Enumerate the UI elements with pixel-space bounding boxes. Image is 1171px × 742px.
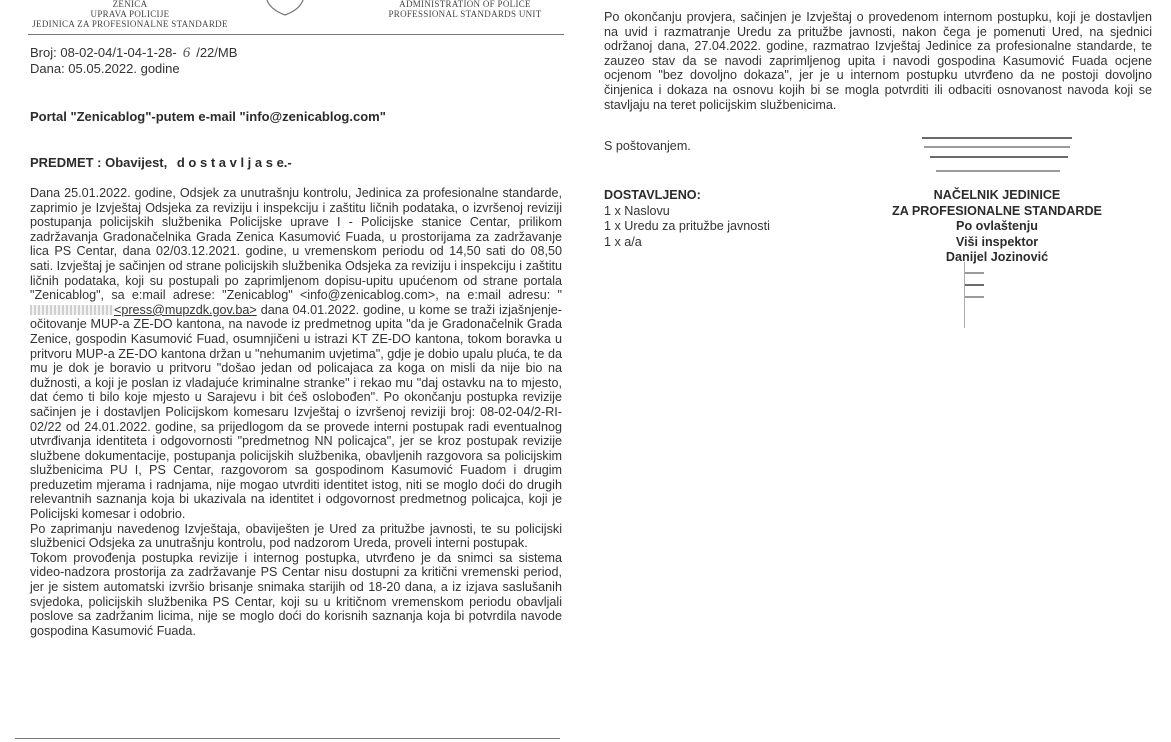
header-left-block [30,0,230,29]
document-number [30,45,330,61]
right-paragraph: Po okončanju provjera, sačinjen je Izvještaj o provedenom internom postupku, koji je dostavljen na uvid i razmatranje Uredu za pritužbe javnosti, nakon čega je pomenuti Ured, na sjednici održanoj dana, 27.04.2022. godine, razmatrao Izvještaj Jedinice za profesionalne standarde, te zauzeo stav da se navodi zaprimljenog upita i navodi gospodina Kasumović Fuada ocjene ocjenom "bez dovoljno dokaza", jer je u internom postupku utvrđeno da ne postoji dovoljno činjenica i dokaza na osnovu kojih bi se mogla potvrditi ili odbaciti osnovanost navoda koji se stavljaju na teret policijskim službenicima. [604,10,1152,112]
header-unit-bs: JEDINICA ZA PROFESIONALNE STANDARDE [32,19,228,29]
delivered-label: DOSTAVLJENO: [604,188,701,202]
paragraph-1 [30,186,562,522]
stamp-mark [964,272,984,274]
header-admin-en: ADMINISTRATION OF POLICE [399,0,531,9]
left-body [30,186,562,638]
paragraph-3: Tokom provođenja postupka revizije i internog postupka, utvrđeno je da snimci sa sistema video-nadzora prostorija za zadržavanje PS Centar nisu dostupni za kritični vremenski period, jer je sistem automatski izvršio brisanje snimaka starijih od 18-20 dana, a iz izjava saslušanih svjedoka, policijskih službenika PS Centar, koji su u kritičnom vremenskom periodu obavljali poslove sa zadržanim licima, nije se moglo doći do korisnih saznanja koja bi potvrdila navode gospodina Kasumović Fuada. [30,550,562,638]
header-admin-bs: UPRAVA POLICIJE [90,9,170,19]
subject-label: PREDMET : Obavijest, [30,155,168,170]
paragraph-2: Po zaprimanju navedenog Izvještaja, obaviješten je Ured za pritužbe javnosti, te su policijski službenici Odsjeka za unutrašnju kontrolu, pod nadzorom Ureda, proveli interni postupak. [30,521,562,551]
document-date: Dana: 05.05.2022. godine [30,61,180,76]
coat-of-arms [262,0,308,16]
header-city: ZENICA [112,0,148,9]
doc-number-prefix: Broj: 08-02-04/1-04-1-28- [30,45,177,60]
greeting: S poštovanjem. [604,139,691,153]
subject-text: d o s t a v l j a s e.- [176,155,292,170]
redacted-email [30,305,114,315]
delivered-block [604,188,864,250]
header-unit-en: PROFESSIONAL STANDARDS UNIT [388,9,542,19]
stamp-mark [930,156,1068,158]
stamp-mark [924,146,1070,148]
header-right-block [385,0,545,19]
press-email-link: <press@mupzdk.gov.ba> [114,302,257,317]
recipient-line: Portal "Zenicablog"-putem e-mail "info@zenicablog.com" [30,109,386,124]
stamp-mark [922,137,1072,139]
delivered-item: 1 x Uredu za pritužbe javnosti [604,219,770,234]
doc-number-handwritten: 6 [182,45,191,61]
header-divider [28,34,564,35]
stamp-mark [964,262,965,328]
signature-block [872,188,1122,266]
stamp-mark [964,296,984,298]
stamp-mark [936,170,1060,172]
paragraph-1-part-b: dana 04.01.2022. godine, u kome se traži izjašnjenje-očitovanje MUP-a ZE-DO kantona, na navode iz predmetnog upita "da je Gradonačelnik Grada Zenice, gospodin Kasumović Fuad, osumnjičeni u istrazi KT ZE-DO kantona, tokom boravka u pritvoru MUP-a ZE-DO kantona držan u "nehumanim uvjetima", gdje je dobio upalu pluća, te da mu je dok je boravio u pritvoru "došao jedan od policajaca za koga on misli da nije bio na dužnosti, a koji je poslan iz vladajuće kriminalne stranke" i rekao mu "daj ostavku na to mjesto, dat ćemo ti bilo koje mjesto u Sarajevu i bit ćeš oslobođen". Po okončanju postupka revizije sačinjen je i dostavljen Policijskom komesaru Izvještaj o izvršenoj reviziji broj: 08-02-04/2-RI-02/22 od 24.01.2022. godine, sa prijedlogom da se provede interni postupak radi eventualnog utvrđivanja identiteta i odgovornosti "predmetnog NN policajca", jer se kroz postupak revizije službene dokumentacije, postupanja policijskih službenika, obavljenih razgovora sa policijskim službenicima PU I, PS Centar, razgovorom sa gospodinom Kasumović Fuadom i drugim preduzetim mjerama i radnjama, nije mogao utvrditi identitet istog, niti se moglo doći do drugih relevantnih saznanja koja bi ukazivala na identitet i odgovornost predmetnog policajca, koji je Policijski komesar i odobrio. [30,302,562,522]
subject-line [30,155,560,170]
delivered-item: 1 x Naslovu [604,203,670,218]
signature-unit: ZA PROFESIONALNE STANDARDE [892,203,1102,218]
stamp-mark [964,284,984,286]
doc-number-suffix: /22/MB [196,45,238,60]
signature-rank: Viši inspektor [955,234,1039,249]
signature-name: Danijel Jozinović [945,250,1049,265]
footer-divider [15,738,560,739]
signature-title: NAČELNIK JEDINICE [933,188,1061,202]
delivered-item: 1 x a/a [604,234,642,249]
signature-authority: Po ovlaštenju [956,219,1038,234]
paragraph-1-part-a: Dana 25.01.2022. godine, Odsjek za unutrašnju kontrolu, Jedinica za profesionalne standarde, zaprimio je Izvještaj Odsjeka za reviziju i inspekciju i zaštitu ličnih podataka, o izvršenoj reviziji postupanja policijskih službenika Policijske uprave I - Policijske stanice Centar, prilikom zadržavanja Gradonačelnika Grada Zenica Kasumović Fuada, u prostorijama za zadržavanje lica PS Centar, dana 02/03.12.2021. godine, u vremenskom periodu od 14,50 sati do 08,50 sati. Izvještaj je sačinjen od strane policijskih službenika Odsjeka za reviziju i inspekciju i zaštitu ličnih podataka, koji su postupali po zaprimljenom dopisu-upitu upućenom od strane portala "Zenicablog", sa e:mail adrese: "Zenicablog" <info@zenicablog.com>, na e:mail adresu: " [30,186,562,303]
